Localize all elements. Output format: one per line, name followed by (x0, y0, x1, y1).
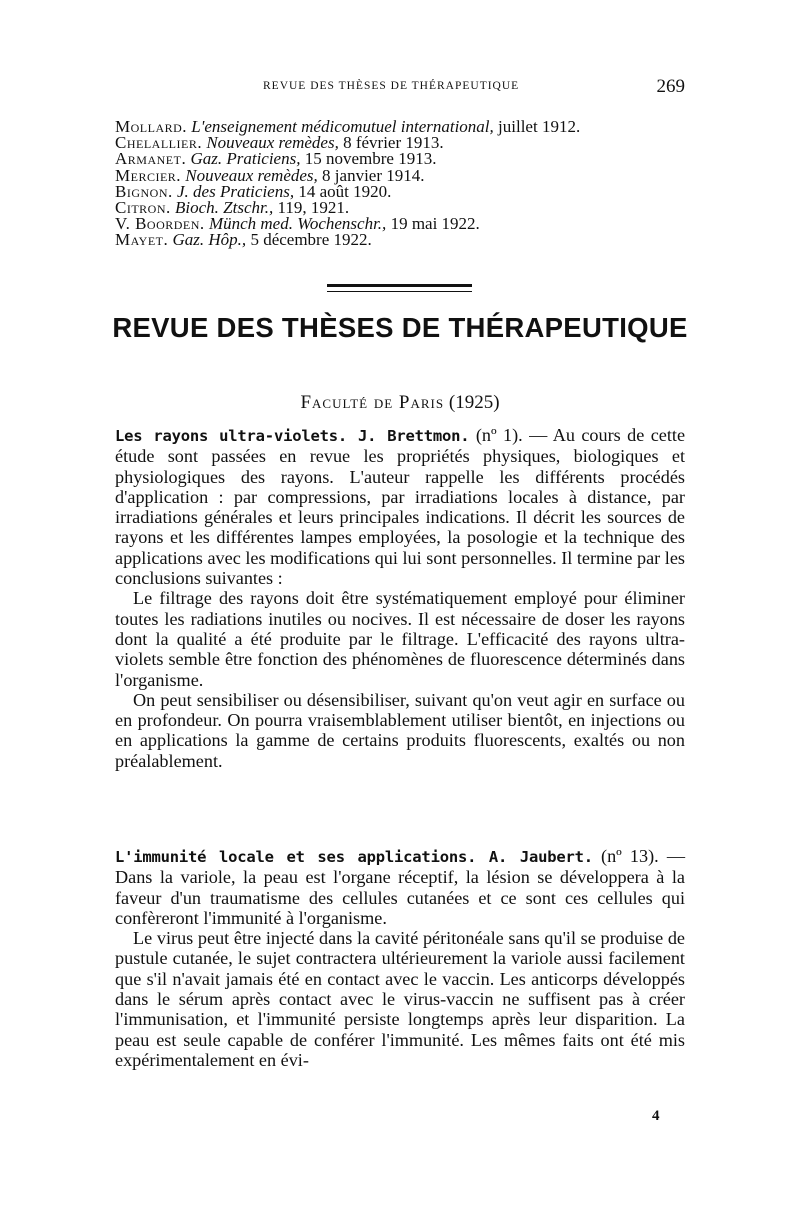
reference-source: Nouveaux remèdes, (185, 165, 318, 185)
reference-source: L'enseignement médicomutuel international, (191, 117, 494, 136)
reference-author: Citron. (115, 198, 171, 218)
article-paragraph: On peut sensibiliser ou désensibiliser, suivant qu'on veut agir en surface ou en profondeur. On pourra vraisemblablement utiliser bientôt, en injections ou en applications la gamme de certains produits fluorescents, exaltés ou non préalablement. (115, 689, 685, 771)
reference-date: 8 février 1913. (343, 133, 444, 153)
article-paragraph: Le virus peut être injecté dans la cavité péritonéale sans qu'il se produise de pustule cutanée, le sujet contractera ultérieurement la variole aussi facilement que s'il n'avait jamais été en contact avec le vaccin. Les anticorps développés dans le sérum après contact avec le virus-vaccin ne suffisent pas à créer l'immunisation, et l'immunité persiste longtemps après leur disparition. La peau est seule capable de conférer l'immunité. Les mêmes faits ont été mis expérimentalement en évi- (115, 928, 685, 1070)
reference-author: Mayet. (115, 230, 169, 250)
section-title: REVUE DES THÈSES DE THÉRAPEUTIQUE (112, 312, 688, 343)
reference-date: 15 novembre 1913. (304, 149, 437, 169)
article-paragraph (115, 425, 685, 588)
reference-source: Münch med. Wochenschr., (208, 214, 387, 234)
faculty-heading (0, 392, 800, 414)
reference-author: Chelallier. (115, 133, 203, 153)
faculty-name: Faculté de Paris (300, 392, 445, 413)
reference-author: V. Boorden. (115, 214, 205, 234)
article-paragraph (115, 846, 685, 928)
reference-source: Gaz. Hôp., (172, 230, 247, 250)
article-local-immunity (115, 846, 685, 1070)
reference-date: juillet 1912. (498, 117, 581, 136)
reference-list (115, 119, 685, 249)
reference-source: Gaz. Praticiens, (190, 149, 301, 169)
reference-author: Bignon. (115, 181, 173, 201)
section-divider-thin (327, 291, 472, 292)
reference-source: Bioch. Ztschr., (175, 198, 274, 218)
running-header (115, 76, 685, 100)
reference-date: 8 janvier 1914. (322, 165, 425, 185)
article-title: Les rayons ultra-violets. J. Brettmon. (115, 427, 470, 445)
reference-date: 119, 1921. (277, 198, 350, 218)
section-divider-thick (327, 284, 472, 287)
reference-date: 5 décembre 1922. (250, 230, 372, 250)
reference-date: 14 août 1920. (298, 181, 392, 201)
signature-mark: 4 (652, 1108, 660, 1124)
reference-entry (115, 232, 685, 248)
article-text: — Dans la variole, la peau est l'organe réceptif, la lésion se développera à la faveur d'un traumatisme des cellules cutanées et ce sont ces cellules qui confèreront l'immunité à l'organisme. (115, 846, 686, 928)
page-number: 269 (656, 76, 685, 97)
reference-author: Mercier. (115, 165, 182, 185)
faculty-year: (1925) (448, 392, 500, 413)
running-title: REVUE DES THÈSES DE THÉRAPEUTIQUE (263, 80, 520, 92)
reference-source: J. des Praticiens, (177, 181, 295, 201)
reference-author: Armanet. (115, 149, 187, 169)
reference-date: 19 mai 1922. (390, 214, 480, 234)
reference-source: Nouveaux remèdes, (206, 133, 339, 153)
article-uv-rays (115, 425, 685, 771)
article-text: — Au cours de cette étude sont passées en revue les propriétés physiques, biologiques et physiologiques des rayons. L'auteur rappelle les différents procédés d'application : par compressions, par irradiations locales à distance, par irradiations générales et leurs principales indications. Il décrit les sources de rayons et les différentes lampes employées, la posologie et la technique des applications avec les modifications qui lui sont personnelles. Il termine par les conclusions suivantes : (115, 425, 686, 589)
article-ref: (nº 13). (601, 846, 659, 866)
article-paragraph: Le filtrage des rayons doit être systématiquement employé pour éliminer toutes les radiations inutiles ou nocives. Il est nécessaire de doser les rayons dont la qualité a été produite par le filtrage. L'efficacité des rayons ultra-violets semble être fonction des phénomènes de fluorescence déterminés dans l'organisme. (115, 588, 685, 690)
article-title: L'immunité locale et ses applications. A. Jaubert. (115, 848, 593, 866)
article-ref: (nº 1). (475, 425, 523, 445)
reference-author: Mollard. (115, 117, 188, 136)
